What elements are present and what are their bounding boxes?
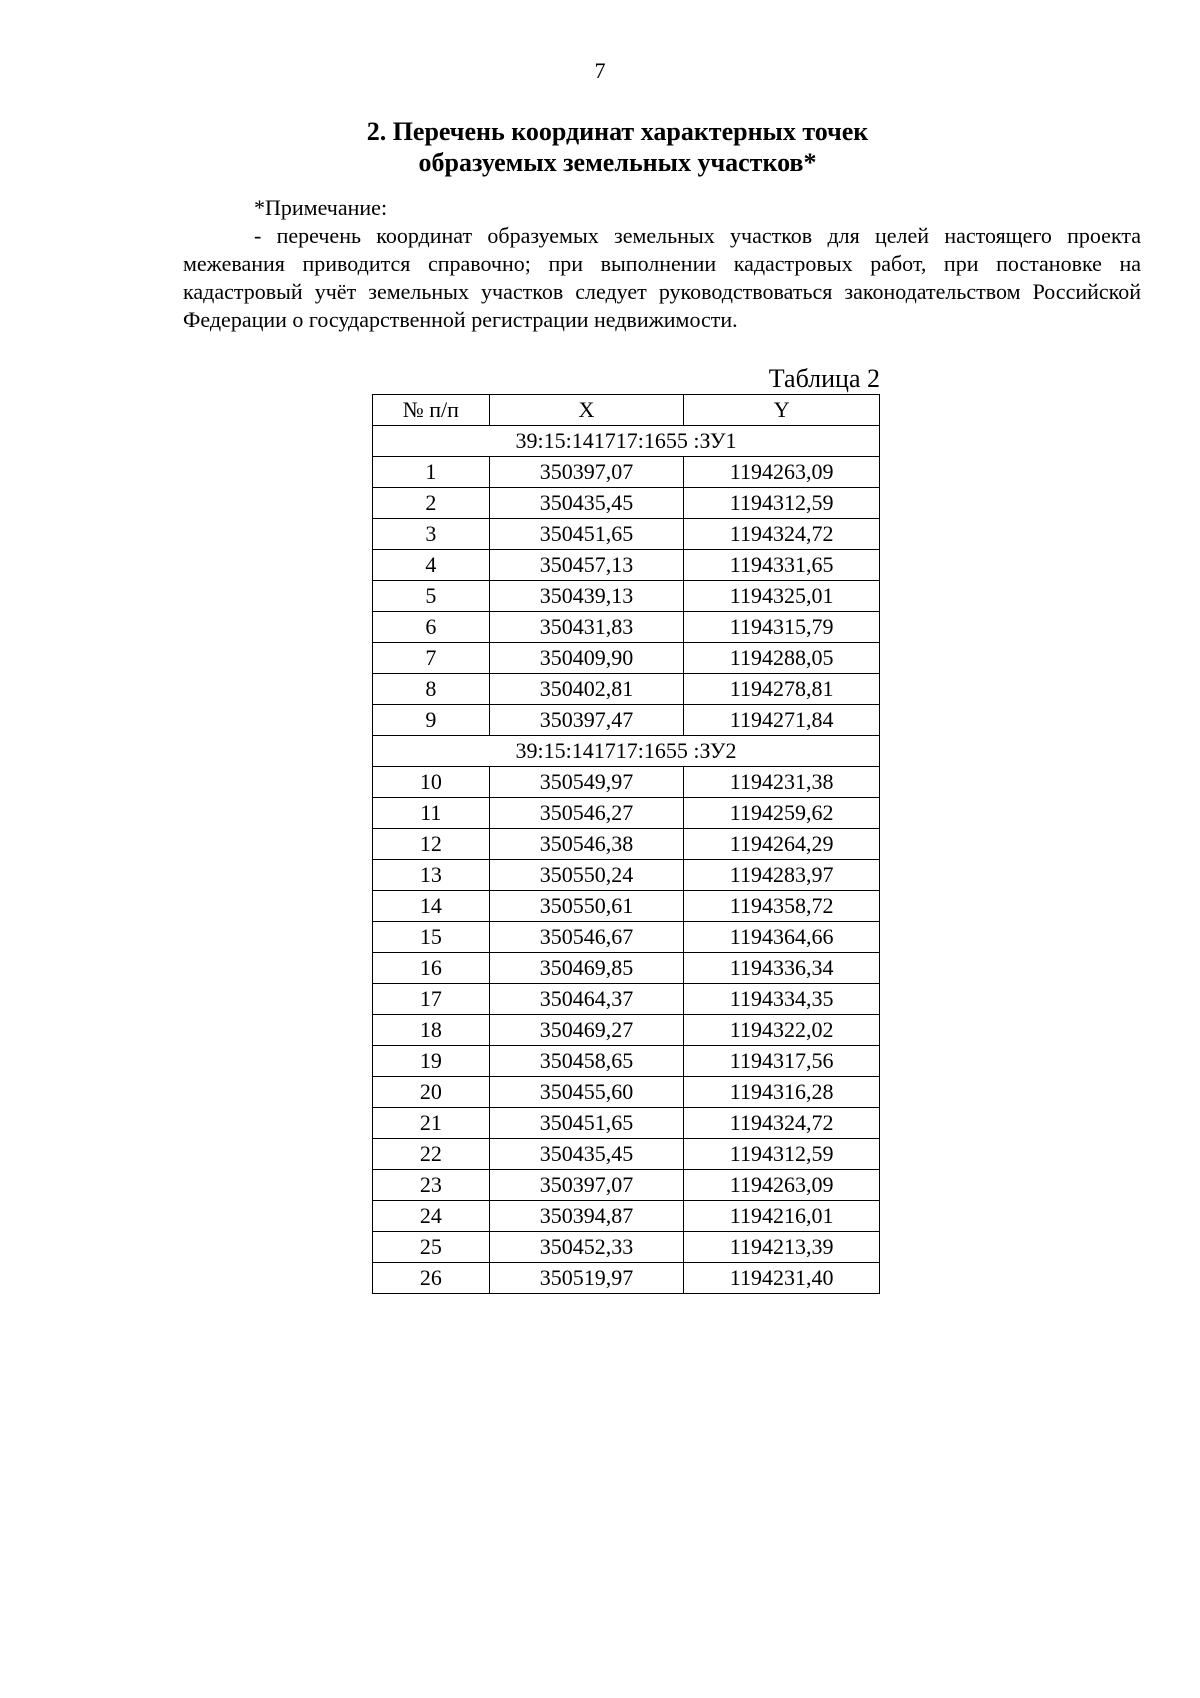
cell-x: 350469,85	[489, 953, 684, 984]
section-heading	[170, 116, 1065, 178]
cell-y: 1194358,72	[684, 891, 880, 922]
cell-x: 350457,13	[489, 550, 684, 581]
table-row	[373, 1170, 880, 1201]
table-row	[373, 767, 880, 798]
table-row	[373, 1077, 880, 1108]
group-row	[373, 736, 880, 767]
cell-number: 3	[373, 519, 490, 550]
cell-x: 350550,61	[489, 891, 684, 922]
cell-x: 350394,87	[489, 1201, 684, 1232]
cell-x: 350546,27	[489, 798, 684, 829]
cell-y: 1194213,39	[684, 1232, 880, 1263]
cell-number: 8	[373, 674, 490, 705]
cell-number: 14	[373, 891, 490, 922]
header-cell-x: X	[489, 395, 684, 426]
cell-number: 25	[373, 1232, 490, 1263]
cell-x: 350546,67	[489, 922, 684, 953]
cell-x: 350455,60	[489, 1077, 684, 1108]
table-row	[373, 612, 880, 643]
header-cell-y: Y	[684, 395, 880, 426]
table-row	[373, 860, 880, 891]
header-row	[373, 395, 880, 426]
cell-y: 1194315,79	[684, 612, 880, 643]
cell-number: 17	[373, 984, 490, 1015]
cell-number: 15	[373, 922, 490, 953]
cell-y: 1194283,97	[684, 860, 880, 891]
cell-y: 1194316,28	[684, 1077, 880, 1108]
cell-number: 9	[373, 705, 490, 736]
cell-y: 1194263,09	[684, 1170, 880, 1201]
table-row	[373, 829, 880, 860]
cell-y: 1194263,09	[684, 457, 880, 488]
cell-number: 24	[373, 1201, 490, 1232]
header-cell-number: № п/п	[373, 395, 490, 426]
cell-number: 20	[373, 1077, 490, 1108]
cell-y: 1194288,05	[684, 643, 880, 674]
cell-number: 6	[373, 612, 490, 643]
cell-y: 1194324,72	[684, 519, 880, 550]
cell-y: 1194334,35	[684, 984, 880, 1015]
table-row	[373, 643, 880, 674]
table-row	[373, 519, 880, 550]
table-row	[373, 922, 880, 953]
cell-y: 1194331,65	[684, 550, 880, 581]
cell-number: 19	[373, 1046, 490, 1077]
cell-y: 1194325,01	[684, 581, 880, 612]
table-row	[373, 457, 880, 488]
cell-number: 23	[373, 1170, 490, 1201]
cell-x: 350435,45	[489, 1139, 684, 1170]
cell-y: 1194312,59	[684, 1139, 880, 1170]
cell-y: 1194312,59	[684, 488, 880, 519]
cell-x: 350451,65	[489, 1108, 684, 1139]
table-row	[373, 1108, 880, 1139]
cell-x: 350397,47	[489, 705, 684, 736]
cell-x: 350439,13	[489, 581, 684, 612]
cell-y: 1194324,72	[684, 1108, 880, 1139]
table-row	[373, 581, 880, 612]
cell-number: 12	[373, 829, 490, 860]
table-body	[373, 426, 880, 1294]
cell-x: 350519,97	[489, 1263, 684, 1294]
cell-x: 350409,90	[489, 643, 684, 674]
note-label: *Примечание:	[254, 195, 388, 220]
cell-y: 1194259,62	[684, 798, 880, 829]
cell-x: 350452,33	[489, 1232, 684, 1263]
cell-number: 11	[373, 798, 490, 829]
cell-number: 1	[373, 457, 490, 488]
cell-number: 18	[373, 1015, 490, 1046]
table-row	[373, 674, 880, 705]
cell-number: 4	[373, 550, 490, 581]
cell-x: 350458,65	[489, 1046, 684, 1077]
table-row	[373, 705, 880, 736]
cell-y: 1194336,34	[684, 953, 880, 984]
cell-x: 350451,65	[489, 519, 684, 550]
cell-x: 350469,27	[489, 1015, 684, 1046]
cell-x: 350546,38	[489, 829, 684, 860]
cell-number: 21	[373, 1108, 490, 1139]
table-row	[373, 488, 880, 519]
table-row	[373, 1263, 880, 1294]
section-heading-line-2: образуемых земельных участков*	[418, 148, 817, 177]
cell-number: 26	[373, 1263, 490, 1294]
table-row	[373, 798, 880, 829]
cell-y: 1194317,56	[684, 1046, 880, 1077]
group-title: 39:15:141717:1655 :ЗУ1	[373, 426, 880, 457]
table-row	[373, 891, 880, 922]
table-row	[373, 1046, 880, 1077]
cell-y: 1194264,29	[684, 829, 880, 860]
group-title: 39:15:141717:1655 :ЗУ2	[373, 736, 880, 767]
table-caption: Таблица 2	[768, 364, 880, 393]
table-row	[373, 1232, 880, 1263]
table-header	[373, 395, 880, 426]
cell-y: 1194271,84	[684, 705, 880, 736]
cell-y: 1194322,02	[684, 1015, 880, 1046]
cell-number: 10	[373, 767, 490, 798]
cell-x: 350464,37	[489, 984, 684, 1015]
table-row	[373, 984, 880, 1015]
table-row	[373, 550, 880, 581]
cell-x: 350397,07	[489, 457, 684, 488]
table-row	[373, 1015, 880, 1046]
cell-number: 2	[373, 488, 490, 519]
cell-y: 1194216,01	[684, 1201, 880, 1232]
table-row	[373, 1139, 880, 1170]
cell-number: 7	[373, 643, 490, 674]
cell-x: 350549,97	[489, 767, 684, 798]
cell-x: 350397,07	[489, 1170, 684, 1201]
cell-y: 1194231,40	[684, 1263, 880, 1294]
table-row	[373, 953, 880, 984]
cell-number: 5	[373, 581, 490, 612]
cell-number: 13	[373, 860, 490, 891]
page-number: 7	[594, 58, 606, 83]
coordinates-table	[372, 394, 880, 1294]
cell-x: 350402,81	[489, 674, 684, 705]
cell-x: 350550,24	[489, 860, 684, 891]
cell-number: 16	[373, 953, 490, 984]
cell-y: 1194278,81	[684, 674, 880, 705]
note-text: - перечень координат образуемых земельных участков для целей настоящего проекта межевания приводится справочно; при выполнении кадастровых работ, при постановке на кадастровый учёт земельных участков следует руководствоваться законодательством Российской Федерации о государственной регистрации недвижимости.	[183, 223, 1141, 332]
cell-number: 22	[373, 1139, 490, 1170]
cell-x: 350435,45	[489, 488, 684, 519]
cell-x: 350431,83	[489, 612, 684, 643]
group-row	[373, 426, 880, 457]
cell-y: 1194364,66	[684, 922, 880, 953]
table-row	[373, 1201, 880, 1232]
cell-y: 1194231,38	[684, 767, 880, 798]
section-heading-line-1: 2. Перечень координат характерных точек	[366, 117, 869, 146]
